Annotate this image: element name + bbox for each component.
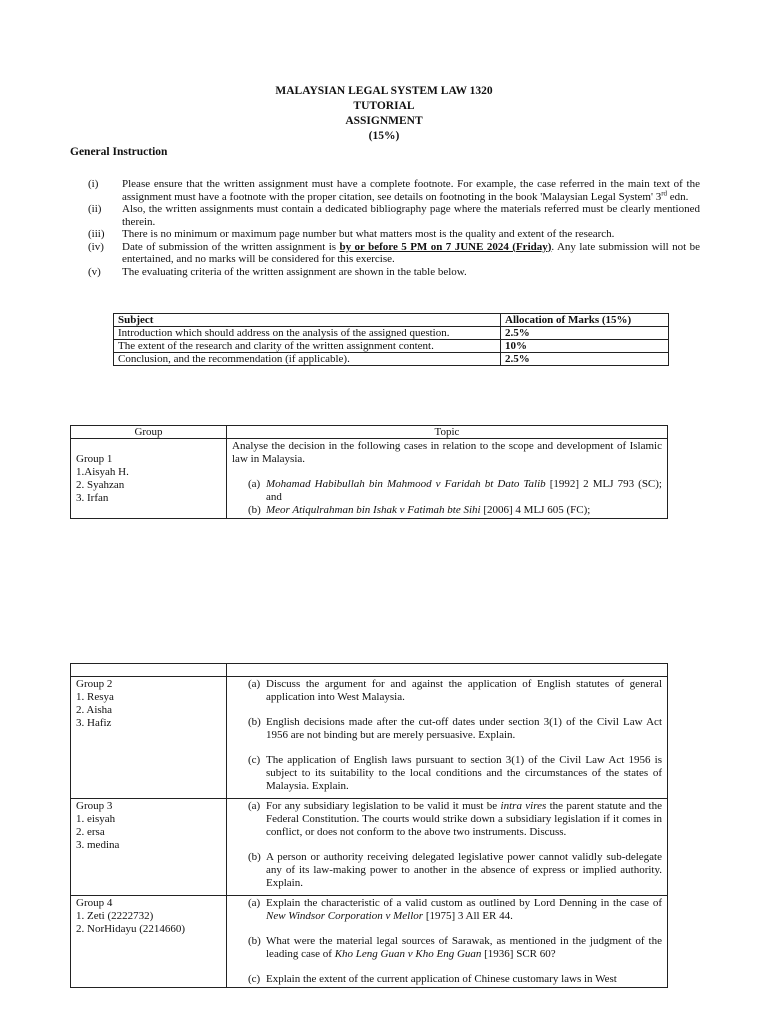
instruction-item: (iv) Date of submission of the written assignment is by or before 5 PM on 7 JUNE 2024 (Friday). Any late submission will not be entertained, and no marks will be considered for this exercise.	[88, 240, 701, 265]
group-label: Group 1	[76, 453, 113, 465]
column-header-subject: Subject	[114, 314, 501, 327]
course-title: MALAYSIAN LEGAL SYSTEM LAW 1320	[275, 85, 493, 97]
group-label: Group 4	[76, 897, 113, 909]
weight-label: (15%)	[368, 130, 400, 142]
topic-cell	[227, 799, 668, 896]
table-header-row	[71, 426, 668, 439]
question-item: (a) Discuss the argument for and against the application of English statutes of general application into West Malaysia.	[248, 678, 662, 703]
question-item: (a) Explain the characteristic of a valid custom as outlined by Lord Denning in the case of New Windsor Corporation v Mellor [1975] 3 All ER 44.	[248, 897, 662, 922]
group-cell	[71, 896, 227, 988]
group-cell	[71, 677, 227, 799]
table-row	[71, 896, 668, 988]
topic-cell	[227, 677, 668, 799]
group-member: 2. Syahzan	[76, 479, 125, 491]
group-topic-table-continued	[70, 663, 668, 988]
question-item: (a) For any subsidiary legislation to be valid it must be intra vires the parent statute and the Federal Constitution. The courts would strike down a subsidiary legislation if it comes in conflict, or does not conform to the above two instruments. Discuss.	[248, 800, 662, 838]
table-row	[71, 677, 668, 799]
group-cell	[71, 439, 227, 519]
group-member: 1. eisyah	[76, 813, 116, 825]
assignment-label: ASSIGNMENT	[345, 115, 423, 127]
general-instruction-heading: General Instruction	[70, 146, 168, 158]
question-item: (b) English decisions made after the cut-off dates under section 3(1) of the Civil Law Act 1956 are not binding but are merely persuasive. Explain.	[248, 716, 662, 741]
marks-table	[113, 313, 669, 366]
question-item: (c) The application of English laws pursuant to section 3(1) of the Civil Law Act 1956 is subject to its suitability to the local conditions and the circumstances of the states of Malaysia. Explain.	[248, 754, 662, 792]
column-header-group: Group	[71, 426, 227, 439]
group-member: 3. Irfan	[76, 492, 109, 504]
instruction-item: (i) Please ensure that the written assignment must have a complete footnote. For example, the case referred in the main text of the assignment must have a footnote with the proper citation, see details on footnoting in the book 'Malaysian Legal System' 3rd edn.	[88, 178, 700, 203]
question-item: (b) What were the material legal sources of Sarawak, as mentioned in the judgment of the leading case of Kho Leng Guan v Kho Eng Guan [1936] SCR 60?	[248, 935, 662, 960]
group-member: 1.Aisyah H.	[76, 466, 129, 478]
topic-cell	[227, 896, 668, 988]
question-item: (c) Explain the extent of the current application of Chinese customary laws in West	[248, 973, 617, 985]
submission-deadline: by or before 5 PM on 7 JUNE 2024 (Friday)	[339, 240, 552, 253]
table-header-row	[114, 314, 669, 327]
instruction-item: (v) The evaluating criteria of the written assignment are shown in the table below.	[88, 265, 467, 278]
tutorial-label: TUTORIAL	[353, 100, 415, 112]
table-row: Introduction which should address on the analysis of the assigned question. 2.5%	[114, 327, 669, 340]
topic-cell	[227, 439, 668, 519]
table-header-row	[71, 664, 668, 677]
document-title	[0, 84, 768, 144]
group-member: 3. Hafiz	[76, 717, 112, 729]
table-row: Conclusion, and the recommendation (if applicable). 2.5%	[114, 353, 669, 366]
topic-lead: Analyse the decision in the following cases in relation to the scope and development of Islamic law in Malaysia.	[232, 440, 662, 465]
question-item: (b) Meor Atiqulrahman bin Ishak v Fatimah bte Sihi [2006] 4 MLJ 605 (FC);	[248, 504, 591, 516]
group-member: 1. Resya	[76, 691, 114, 703]
column-header-allocation: Allocation of Marks (15%)	[501, 314, 669, 327]
table-row	[71, 439, 668, 519]
question-item: (a) Mohamad Habibullah bin Mahmood v Faridah bt Dato Talib [1992] 2 MLJ 793 (SC); and	[248, 478, 662, 503]
group-member: 3. medina	[76, 839, 120, 851]
group-member: 2. Aisha	[76, 704, 113, 716]
group-member: 1. Zeti (2222732)	[76, 910, 154, 922]
group-label: Group 3	[76, 800, 113, 812]
group-member: 2. NorHidayu (2214660)	[76, 923, 186, 935]
group-cell	[71, 799, 227, 896]
table-row: The extent of the research and clarity of the written assignment content. 10%	[114, 340, 669, 353]
instruction-item: (ii) Also, the written assignments must contain a dedicated bibliography page where the materials referred must be clearly mentioned therein.	[88, 203, 700, 228]
group-label: Group 2	[76, 678, 113, 690]
column-header-topic: Topic	[227, 426, 668, 439]
group-member: 2. ersa	[76, 826, 105, 838]
question-item: (b) A person or authority receiving delegated legislative power cannot validly sub-delegate any of its law-making power to another in the absence of express or implied authority. Explain.	[248, 851, 662, 889]
instruction-item: (iii) There is no minimum or maximum page number but what matters most is the quality and extent of the research.	[88, 228, 615, 240]
instruction-list	[88, 178, 700, 278]
group-topic-table	[70, 425, 668, 519]
table-row	[71, 799, 668, 896]
